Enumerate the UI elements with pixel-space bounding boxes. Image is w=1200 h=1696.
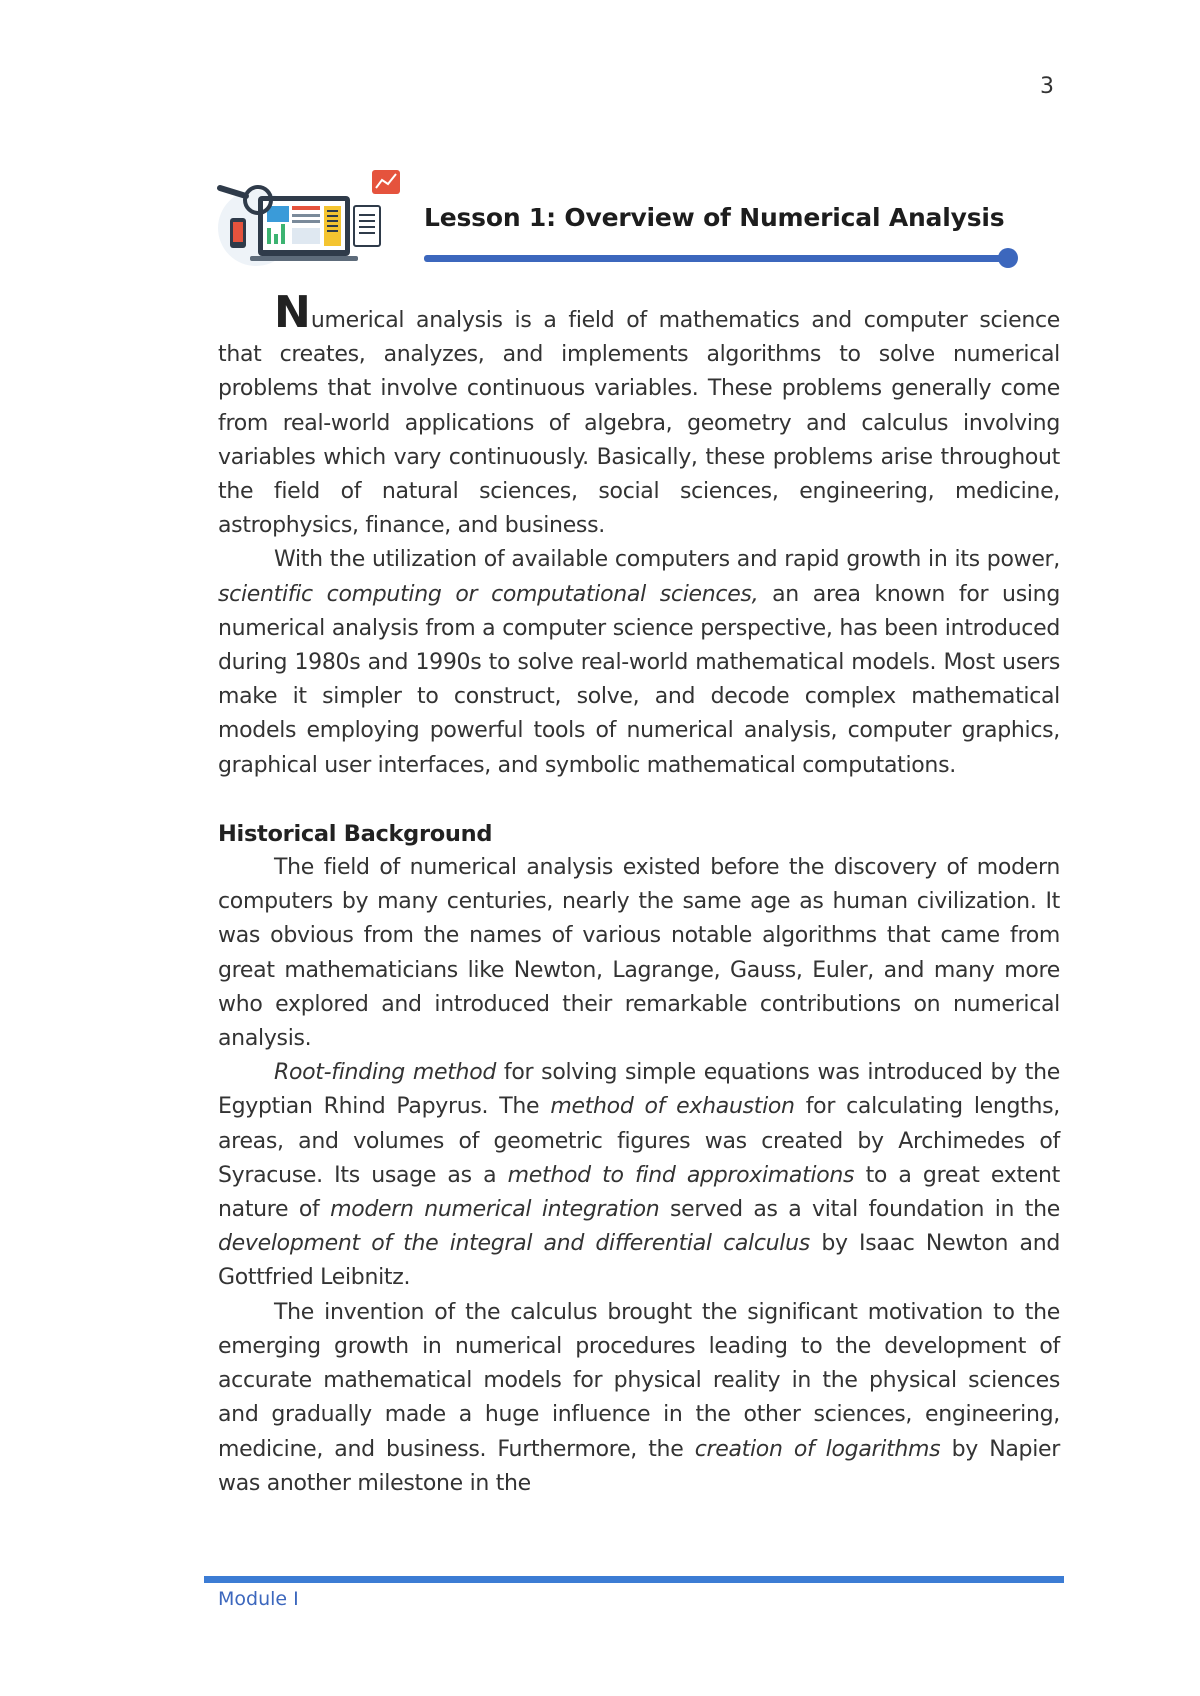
emphasis-run: Root-finding method — [274, 1060, 497, 1086]
section-heading: Historical Background — [218, 820, 493, 847]
history-paragraph-3 — [218, 1296, 1060, 1501]
title-underline-dot — [998, 248, 1018, 268]
emphasis-run: creation of logarithms — [694, 1436, 941, 1462]
lesson-title: Lesson 1: Overview of Numerical Analysis — [424, 203, 1005, 232]
text-run: served as a vital foundation in the — [669, 1197, 1060, 1223]
emphasis-run: modern numerical integration — [330, 1197, 660, 1223]
text-run: for calculating lengths, areas, and volumes of geometric figures was created by Archimedes of Syracuse. Its usage as a — [218, 1094, 1061, 1188]
footer-bar — [204, 1576, 1064, 1583]
text-run: by Napier was another milestone in the — [218, 1436, 1060, 1496]
history-paragraph-2 — [218, 1056, 1060, 1295]
text-run: to a great extent nature of — [218, 1162, 1061, 1223]
text-run: The invention of the calculus brought the significant motivation to the emerging growth in numerical procedures leading to the development of accurate mathematical models for physical reality in the physical sciences and gradually made a huge influence in the other sciences, engineering, medicine, and business. Furthermore, the — [218, 1299, 1060, 1462]
emphasis-run: method of exhaustion — [550, 1094, 795, 1120]
intro-paragraph-1-text: umerical analysis is a field of mathematics and computer science that creates, analyzes, and implements algorithms to solve numerical problems that involve continuous variables. These problems generally come from real-world applications of algebra, geometry and calculus involving variables which vary continuously. Basically, these problems arise throughout the field of natural sciences, social sciences, engineering, medicine, astrophysics, finance, and business. — [218, 308, 1060, 539]
footer-module-label: Module I — [218, 1588, 299, 1610]
intro-paragraph-2 — [218, 543, 1060, 782]
page-number: 3 — [1040, 74, 1054, 99]
emphasis-run: scientific computing or computational sciences, — [218, 581, 759, 607]
emphasis-run: development of the integral and differential calculus — [218, 1231, 810, 1257]
drop-cap: N — [274, 287, 311, 338]
emphasis-run: method to find approximations — [507, 1162, 855, 1188]
computer-analysis-illustration-icon — [216, 166, 404, 270]
history-paragraph-1: The field of numerical analysis existed before the discovery of modern computers by many centuries, nearly the same age as human civilization. It was obvious from the names of various notable algorithms that came from great mathematicians like Newton, Lagrange, Gauss, Euler, and many more who explored and introduced their remarkable contributions on numerical analysis. — [218, 855, 1060, 1052]
text-run: an area known for using numerical analysis from a computer science perspective, has been introduced during 1980s and 1990s to solve real-world mathematical models. Most users make it simpler to construct, solve, and decode complex mathematical models employing powerful tools of numerical analysis, computer graphics, graphical user interfaces, and symbolic mathematical computations. — [218, 581, 1060, 778]
title-underline — [424, 255, 1008, 262]
text-run: by Isaac Newton and Gottfried Leibnitz. — [218, 1231, 1060, 1291]
intro-paragraph-1 — [218, 287, 1060, 543]
text-run: With the utilization of available computers and rapid growth in its power, — [274, 547, 1060, 573]
text-run: for solving simple equations was introduced by the Egyptian Rhind Papyrus. The — [218, 1060, 1060, 1120]
body-text — [218, 287, 1061, 1501]
